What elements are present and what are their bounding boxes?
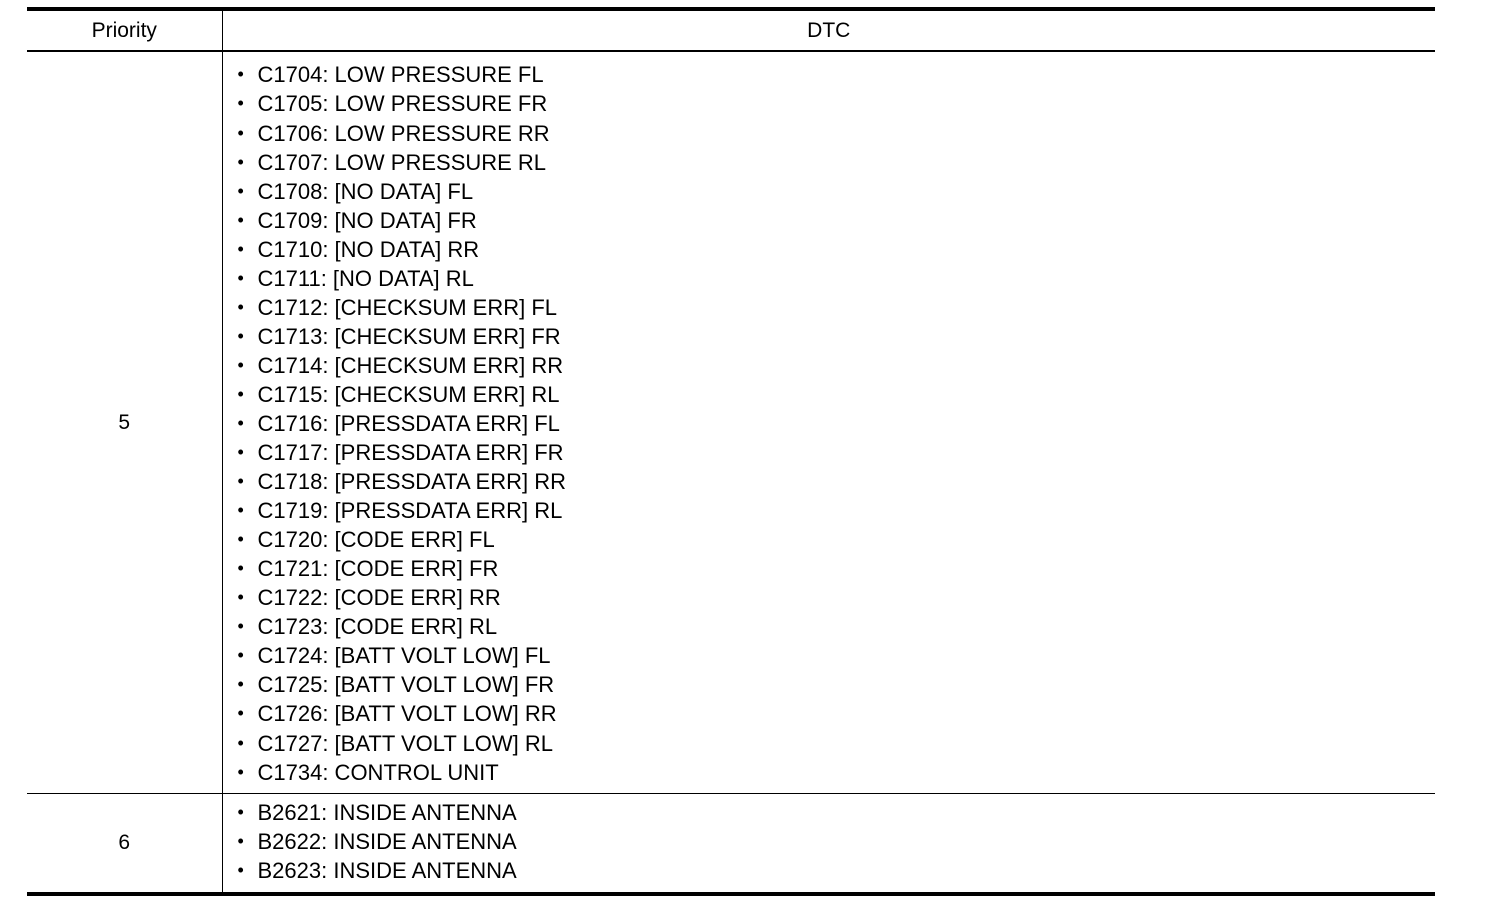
priority-group-row <box>27 794 1435 895</box>
dtc-code-text: C1724: [BATT VOLT LOW] FL <box>257 643 551 669</box>
dtc-code-text: C1706: LOW PRESSURE RR <box>257 120 550 146</box>
dtc-code-text: C1715: [CHECKSUM ERR] RL <box>257 381 560 407</box>
dtc-code-text: C1726: [BATT VOLT LOW] RR <box>257 701 557 727</box>
bullet-icon: • <box>237 587 244 608</box>
dtc-code-text: C1719: [PRESSDATA ERR] RL <box>257 498 563 524</box>
dtc-list <box>223 795 1436 891</box>
bullet-icon: • <box>237 325 244 346</box>
dtc-code-text: C1718: [PRESSDATA ERR] RR <box>257 469 567 495</box>
bullet-icon: • <box>237 383 244 404</box>
bullet-icon: • <box>237 442 244 463</box>
dtc-code-text: B2622: INSIDE ANTENNA <box>257 828 517 854</box>
dtc-code-text: C1708: [NO DATA] FL <box>257 178 474 204</box>
dtc-code-text: C1711: [NO DATA] RL <box>257 265 474 291</box>
dtc-code-text: B2621: INSIDE ANTENNA <box>257 799 517 825</box>
dtc-column-header: DTC <box>222 9 1435 51</box>
dtc-list-item <box>238 612 1436 641</box>
bullet-icon: • <box>237 801 244 822</box>
dtc-list-item <box>238 827 1436 856</box>
dtc-priority-table <box>27 7 1435 896</box>
bullet-icon: • <box>237 703 244 724</box>
dtc-list-item <box>238 89 1436 118</box>
bullet-icon: • <box>237 471 244 492</box>
dtc-code-text: C1707: LOW PRESSURE RL <box>257 149 547 175</box>
dtc-list-item <box>238 554 1436 583</box>
bullet-icon: • <box>237 296 244 317</box>
dtc-list-item <box>238 798 1436 827</box>
bullet-icon: • <box>237 209 244 230</box>
dtc-list-item <box>238 264 1436 293</box>
dtc-list-item <box>238 583 1436 612</box>
bullet-icon: • <box>237 616 244 637</box>
dtc-list-item <box>238 525 1436 554</box>
dtc-list-item <box>238 148 1436 177</box>
dtc-code-text: C1709: [NO DATA] FR <box>257 207 477 233</box>
bullet-icon: • <box>237 500 244 521</box>
dtc-code-text: C1723: [CODE ERR] RL <box>257 614 498 640</box>
priority-column-header: Priority <box>27 9 222 51</box>
dtc-list-item <box>238 119 1436 148</box>
priority-value: 6 <box>27 794 222 895</box>
dtc-list-item <box>238 60 1436 89</box>
dtc-code-text: C1704: LOW PRESSURE FL <box>257 62 544 88</box>
bullet-icon: • <box>237 354 244 375</box>
dtc-code-text: C1721: [CODE ERR] FR <box>257 556 499 582</box>
dtc-code-text: C1713: [CHECKSUM ERR] FR <box>257 323 561 349</box>
dtc-code-text: C1722: [CODE ERR] RR <box>257 585 501 611</box>
dtc-list-item <box>238 641 1436 670</box>
dtc-code-text: C1717: [PRESSDATA ERR] FR <box>257 440 564 466</box>
dtc-list-item <box>238 856 1436 885</box>
bullet-icon: • <box>237 238 244 259</box>
dtc-list-item <box>238 177 1436 206</box>
dtc-code-text: C1720: [CODE ERR] FL <box>257 527 495 553</box>
dtc-list-item <box>238 699 1436 728</box>
bullet-icon: • <box>237 267 244 288</box>
dtc-list-item <box>238 351 1436 380</box>
bullet-icon: • <box>237 529 244 550</box>
dtc-list-item <box>238 438 1436 467</box>
table-header-row <box>27 9 1435 51</box>
bullet-icon: • <box>237 93 244 114</box>
bullet-icon: • <box>237 412 244 433</box>
dtc-code-text: C1725: [BATT VOLT LOW] FR <box>257 672 555 698</box>
bullet-icon: • <box>237 860 244 881</box>
dtc-list-item <box>238 670 1436 699</box>
priority-group-row <box>27 51 1435 794</box>
dtc-code-text: C1710: [NO DATA] RR <box>257 236 480 262</box>
dtc-list-item <box>238 467 1436 496</box>
bullet-icon: • <box>237 64 244 85</box>
bullet-icon: • <box>237 558 244 579</box>
dtc-list-item <box>238 206 1436 235</box>
dtc-code-text: C1727: [BATT VOLT LOW] RL <box>257 730 553 756</box>
dtc-code-text: C1714: [CHECKSUM ERR] RR <box>257 352 564 378</box>
dtc-code-text: C1716: [PRESSDATA ERR] FL <box>257 410 560 436</box>
bullet-icon: • <box>237 830 244 851</box>
dtc-list-item <box>238 322 1436 351</box>
dtc-code-text: C1712: [CHECKSUM ERR] FL <box>257 294 558 320</box>
bullet-icon: • <box>237 761 244 782</box>
dtc-list-item <box>238 235 1436 264</box>
bullet-icon: • <box>237 732 244 753</box>
dtc-list-item <box>238 380 1436 409</box>
dtc-list-item <box>238 728 1436 757</box>
dtc-list <box>223 54 1436 790</box>
dtc-list-item <box>238 496 1436 525</box>
dtc-code-text: C1705: LOW PRESSURE FR <box>257 91 548 117</box>
dtc-list-item <box>238 293 1436 322</box>
bullet-icon: • <box>237 674 244 695</box>
dtc-list-item <box>238 758 1436 787</box>
dtc-code-text: B2623: INSIDE ANTENNA <box>257 858 517 884</box>
dtc-cell <box>222 794 1435 895</box>
bullet-icon: • <box>237 122 244 143</box>
bullet-icon: • <box>237 151 244 172</box>
dtc-code-text: C1734: CONTROL UNIT <box>257 759 499 785</box>
dtc-cell <box>222 51 1435 794</box>
bullet-icon: • <box>237 180 244 201</box>
dtc-list-item <box>238 409 1436 438</box>
bullet-icon: • <box>237 645 244 666</box>
priority-value: 5 <box>27 51 222 794</box>
